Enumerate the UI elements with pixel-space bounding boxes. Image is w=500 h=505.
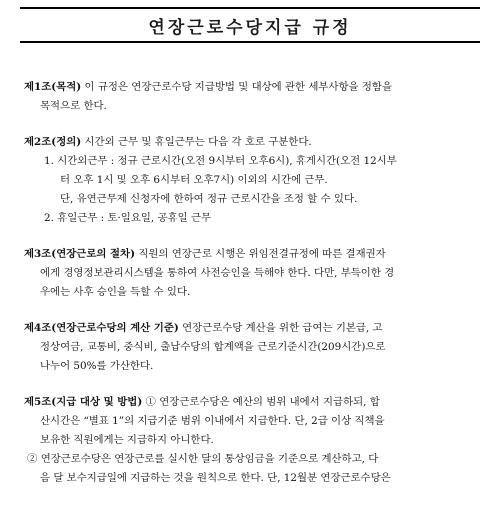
document-title: 연장근로수당지급 규정 <box>148 17 352 38</box>
article-1-text-cont: 목적으로 한다. <box>40 100 107 112</box>
article-5-text-cont-1: 산시간은 “별표 1”의 지급기준 범위 이내에서 지급한다. 단, 2급 이상 직책을 <box>40 415 385 427</box>
article-2-item-1-note: 단, 유연근무제 신청자에 한하여 정규 근로시간을 조정 할 수 있다. <box>60 193 358 205</box>
article-3 <box>24 245 486 302</box>
article-1-heading: 제1조(목적) <box>24 81 82 93</box>
article-2-item-1 <box>24 152 486 190</box>
article-4-text: 연장근로수당 계산을 위한 급여는 기본급, 고 <box>178 322 383 334</box>
article-4 <box>24 319 486 376</box>
article-2-item-1-line-1: 1. 시간외근무 : 정규 근로시간(오전 9시부터 오후6시), 휴게시간(오전 12시부 <box>44 155 397 167</box>
article-1-text: 이 규정은 연장근로수당 지급방법 및 대상에 관한 세부사항을 정함을 <box>81 81 392 93</box>
article-5-text: ① 연장근로수당은 예산의 범위 내에서 지급하되, 합 <box>142 396 380 408</box>
article-3-heading: 제3조(연장근로의 절차) <box>24 248 136 260</box>
article-4-text-cont-2: 나누어 50%를 가산한다. <box>40 360 154 372</box>
article-3-text-cont-2: 우에는 사후 승인을 득할 수 있다. <box>40 286 191 298</box>
article-4-heading: 제4조(연장근로수당의 계산 기준) <box>24 322 179 334</box>
article-5-text-cont-2: 보유한 직원에게는 지급하지 아니한다. <box>40 434 214 446</box>
article-5-heading: 제5조(지급 대상 및 방법) <box>24 396 143 408</box>
article-4-text-cont-1: 정상여금, 교통비, 중식비, 출납수당의 합계액을 근로기준시간(209시간)으로 <box>40 341 386 353</box>
article-5-clause-2-cont: 음 달 보수지급일에 지급하는 것을 원칙으로 한다. 단, 12월분 연장근로수당은 <box>40 472 391 484</box>
article-5-clause-2: ② 연장근로수당은 연장근로를 실시한 달의 통상임금을 기준으로 계산하고, 다 <box>27 453 379 465</box>
title-box <box>20 7 480 43</box>
article-2 <box>24 133 486 228</box>
document-body <box>24 78 486 505</box>
article-2-intro: 시간외 근무 및 휴일근무는 다음 각 호로 구분한다. <box>81 136 312 148</box>
article-2-item-1-line-2: 터 오후 1시 및 오후 6시부터 오후7시) 이외의 시간에 근무. <box>60 174 328 186</box>
article-3-text-cont-1: 에게 경영정보관리시스템을 통하여 사전승인을 득해야 한다. 다만, 부득이한 경 <box>40 267 395 279</box>
article-3-text: 직원의 연장근로 시행은 위임전결규정에 따른 결재권자 <box>135 248 386 260</box>
article-2-item-2: 2. 휴일근무 : 토·일요일, 공휴일 근무 <box>44 212 212 224</box>
article-1 <box>24 78 486 116</box>
article-2-heading: 제2조(정의) <box>24 136 82 148</box>
article-5 <box>24 393 486 488</box>
